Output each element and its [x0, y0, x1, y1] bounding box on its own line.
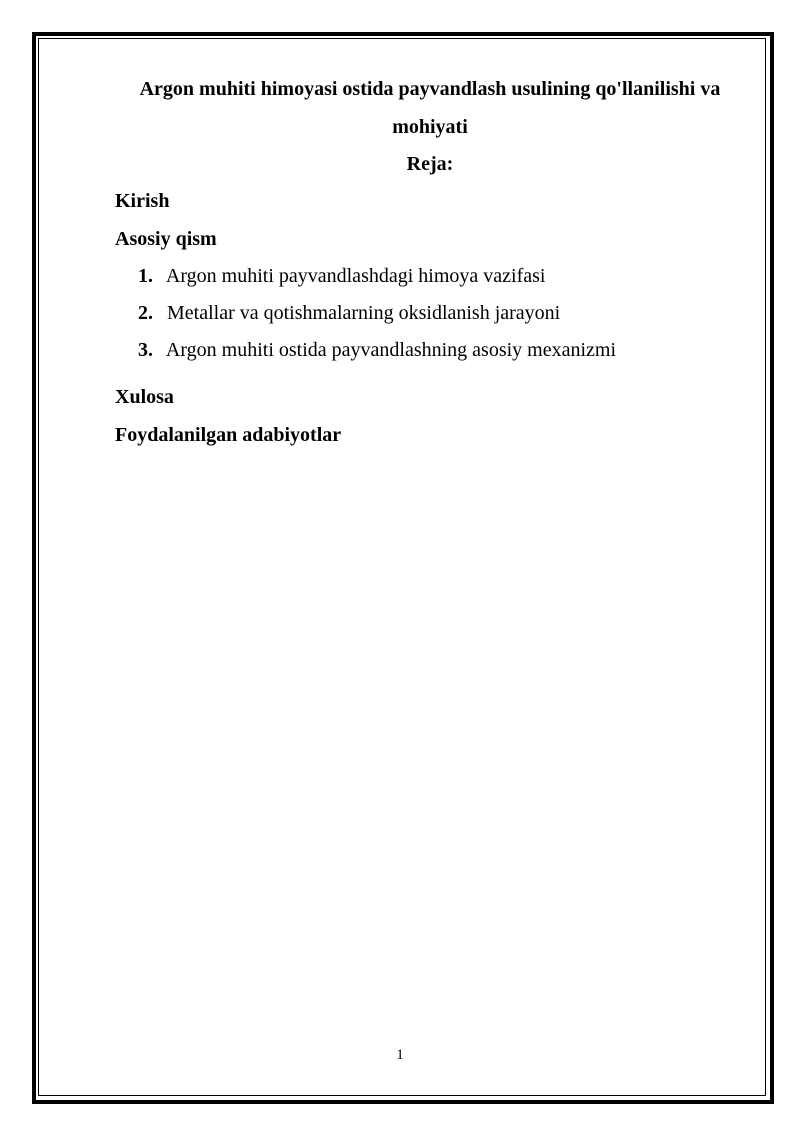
- document-title-line-2: mohiyati: [392, 116, 468, 138]
- document-title-line-1: Argon muhiti himoyasi ostida payvandlash usulining qo'llanilishi va: [139, 78, 721, 100]
- list-item-text: Metallar va qotishmalarning oksidlanish jarayoni: [167, 302, 561, 324]
- main-part-heading: Asosiy qism: [115, 228, 217, 250]
- list-item: [138, 300, 560, 326]
- intro-heading: Kirish: [115, 190, 170, 212]
- page-number: 1: [396, 1047, 404, 1063]
- plan-heading: Reja:: [406, 153, 454, 175]
- references-heading: Foydalanilgan adabiyotlar: [115, 424, 342, 446]
- list-item: [138, 337, 616, 363]
- list-item-number: 1.: [138, 265, 153, 287]
- list-item-text: Argon muhiti ostida payvandlashning asosiy mexanizmi: [165, 339, 617, 361]
- list-item-text: Argon muhiti payvandlashdagi himoya vazifasi: [165, 265, 546, 287]
- list-item-number: 2.: [138, 302, 153, 324]
- list-item: [138, 263, 545, 289]
- list-item-number: 3.: [138, 339, 153, 361]
- conclusion-heading: Xulosa: [115, 386, 174, 408]
